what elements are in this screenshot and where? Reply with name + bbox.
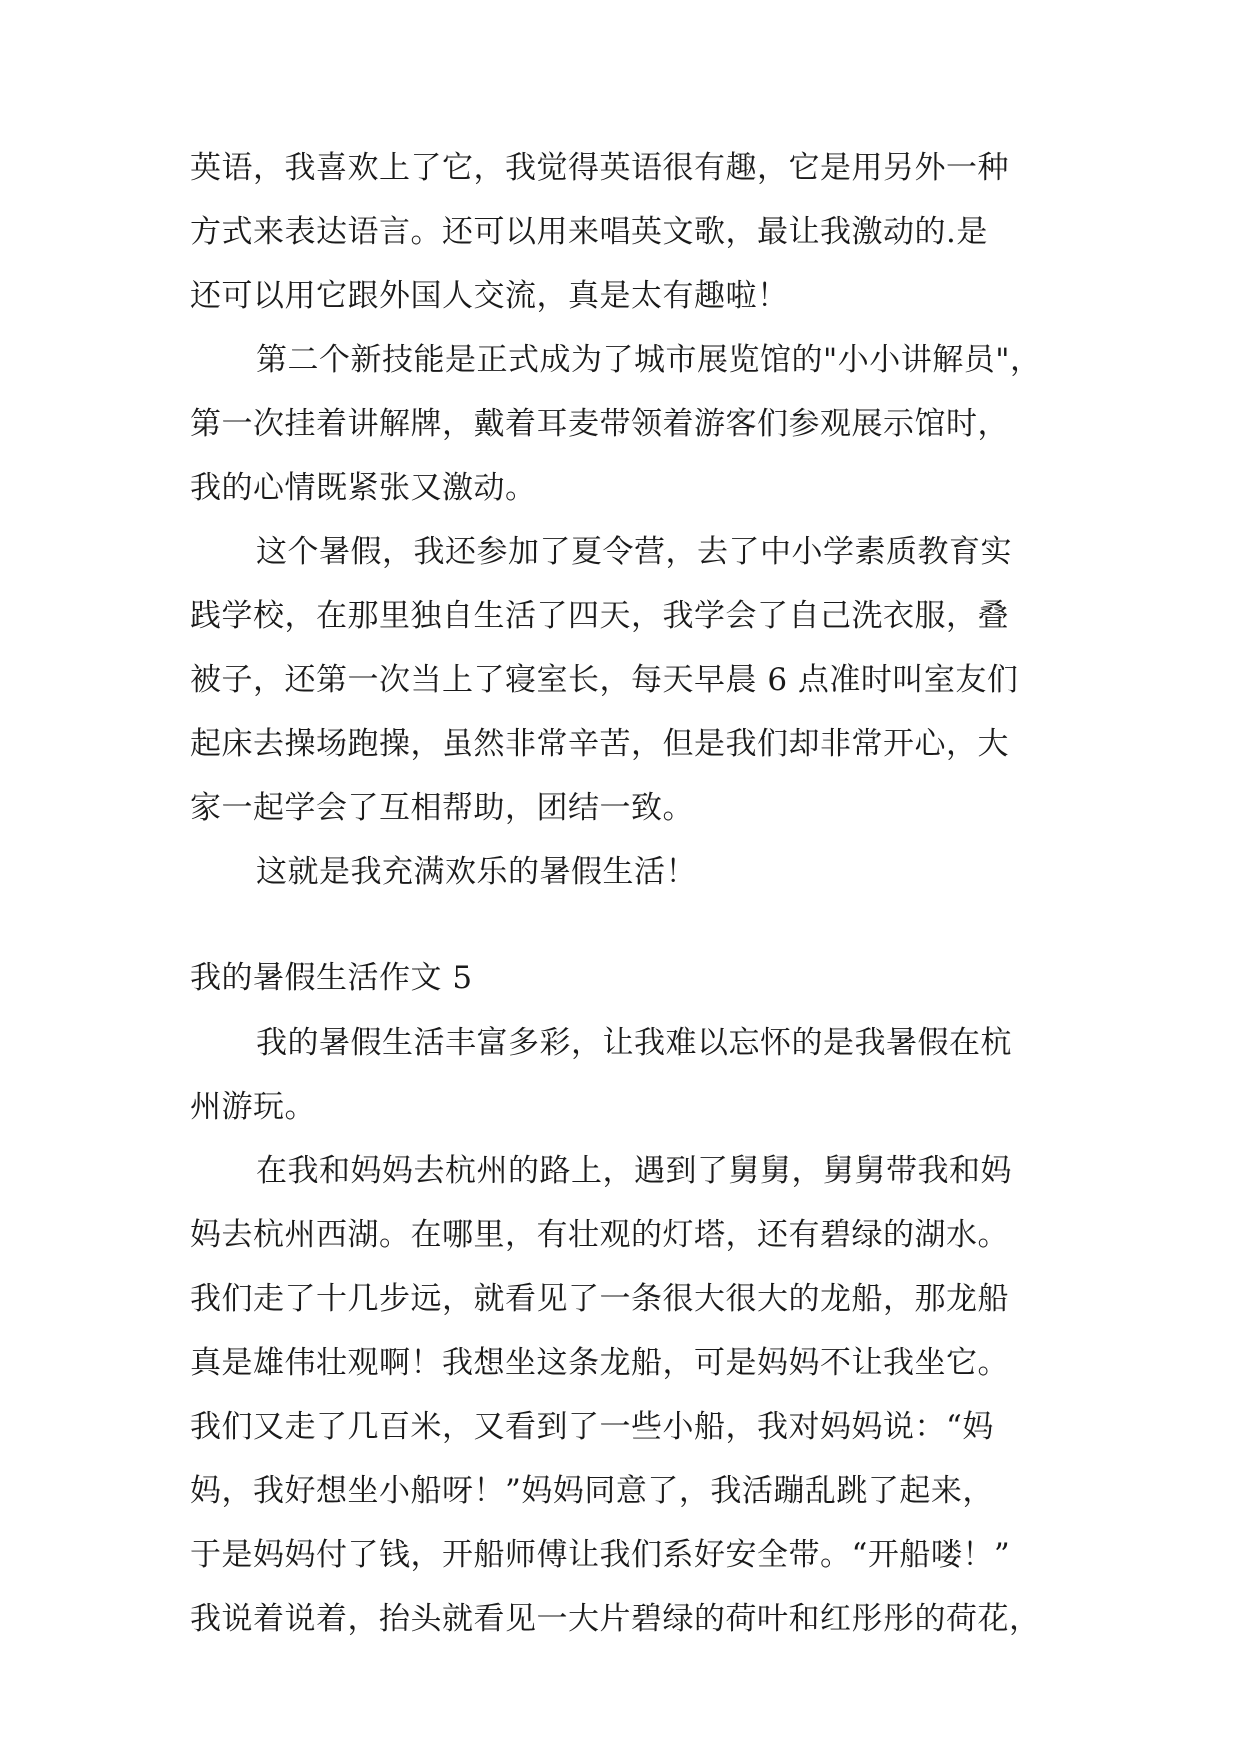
text-line: 第一次挂着讲解牌，戴着耳麦带领着游客们参观展示馆时， [190, 406, 1009, 442]
text-line: 起床去操场跑操，虽然非常辛苦，但是我们却非常开心，大 [190, 726, 1009, 762]
text-line: 妈去杭州西湖。在哪里，有壮观的灯塔，还有碧绿的湖水。 [190, 1217, 1009, 1253]
text-line: 英语，我喜欢上了它，我觉得英语很有趣，它是用另外一种 [190, 150, 1009, 186]
text-line: 妈，我好想坐小船呀！”妈妈同意了，我活蹦乱跳了起来， [190, 1473, 994, 1509]
text-line: 我的心情既紧张又激动。 [190, 470, 537, 506]
text-line: 被子，还第一次当上了寝室长，每天早晨 6 点准时叫室友们 [190, 662, 1019, 698]
text-line: 我们又走了几百米，又看到了一些小船，我对妈妈说：“妈 [190, 1409, 994, 1445]
text-line: 践学校，在那里独自生活了四天，我学会了自己洗衣服，叠 [190, 598, 1009, 634]
text-line: 州游玩。 [190, 1089, 316, 1125]
paragraph-start: 第二个新技能是正式成为了城市展览馆的"小小讲解员"， [256, 342, 1042, 378]
text-line: 方式来表达语言。还可以用来唱英文歌，最让我激动的.是 [190, 214, 988, 250]
text-line: 我们走了十几步远，就看见了一条很大很大的龙船，那龙船 [190, 1281, 1009, 1317]
paragraph-start: 这个暑假，我还参加了夏令营，去了中小学素质教育实 [256, 534, 1012, 570]
paragraph-start: 在我和妈妈去杭州的路上，遇到了舅舅，舅舅带我和妈 [256, 1153, 1012, 1189]
section-heading: 我的暑假生活作文 5 [190, 960, 473, 996]
text-line: 真是雄伟壮观啊！我想坐这条龙船，可是妈妈不让我坐它。 [190, 1345, 1009, 1381]
text-line: 家一起学会了互相帮助，团结一致。 [190, 790, 694, 826]
paragraph-start: 我的暑假生活丰富多彩，让我难以忘怀的是我暑假在杭 [256, 1025, 1012, 1061]
text-line: 于是妈妈付了钱，开船师傅让我们系好安全带。“开船喽！” [190, 1537, 1011, 1573]
text-line: 我说着说着，抬头就看见一大片碧绿的荷叶和红彤彤的荷花， [190, 1601, 1041, 1637]
text-line: 还可以用它跟外国人交流，真是太有趣啦！ [190, 278, 789, 314]
paragraph-start: 这就是我充满欢乐的暑假生活！ [256, 854, 697, 890]
